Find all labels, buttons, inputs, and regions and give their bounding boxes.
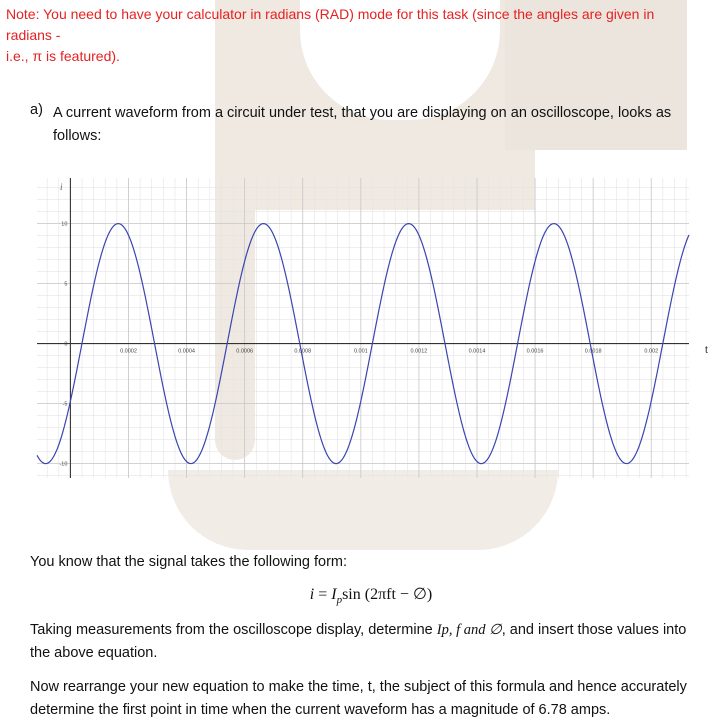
eq-equals: = xyxy=(314,586,332,603)
y-tick-label: -10 xyxy=(59,461,68,468)
x-tick-label: 0.0008 xyxy=(294,348,312,355)
eq-lhs: i xyxy=(309,586,315,603)
x-tick-label: 0.0016 xyxy=(526,348,544,355)
y-axis-label: i xyxy=(60,182,63,192)
x-tick-label: 0.0006 xyxy=(236,348,254,355)
x-tick-label: 0.0002 xyxy=(120,348,137,355)
measure-prefix: Taking measurements from the oscilloscope display, determine xyxy=(30,622,437,638)
note-line-3: i.e., π is featured). xyxy=(6,48,120,64)
x-tick-label: 0.001 xyxy=(353,348,368,355)
eq-fn: sin (2πft − ∅) xyxy=(342,586,433,603)
x-tick-label: 0.002 xyxy=(644,348,659,355)
x-tick-label: 0.0014 xyxy=(468,348,486,355)
y-tick-label: -5 xyxy=(62,401,68,408)
waveform-equation xyxy=(0,584,722,606)
measure-paragraph xyxy=(30,619,710,665)
y-tick-label: 5 xyxy=(64,281,68,288)
x-tick-label: 0.0018 xyxy=(584,348,602,355)
graph-axes xyxy=(37,178,689,478)
x-axis-label: t xyxy=(705,345,708,356)
radians-note xyxy=(6,4,706,67)
form-intro: You know that the signal takes the following form: xyxy=(30,554,348,570)
y-tick-label: 0 xyxy=(64,341,68,348)
eq-amp: I xyxy=(331,586,337,603)
rearrange-paragraph: Now rearrange your new equation to make the time, t, the subject of this formula and hence accurately determine the first point in time when the current waveform has a magnitude of 6.78 amps. xyxy=(30,679,687,718)
x-tick-label: 0.0004 xyxy=(178,348,195,355)
question-label: a) xyxy=(30,102,43,118)
measure-vars: Ip, f and ∅ xyxy=(436,622,502,638)
y-tick-label: 10 xyxy=(61,221,68,228)
question-text: A current waveform from a circuit under test, that you are displaying on an oscilloscope, looks as follows: xyxy=(53,105,672,144)
graph-grid xyxy=(37,178,689,478)
eq-amp-sub: p xyxy=(336,594,343,607)
note-line-2: radians - xyxy=(6,27,61,43)
measure-suffix: , and insert those values into the above equation. xyxy=(30,622,687,661)
note-line-1: Note: You need to have your calculator in radians (RAD) mode for this task (since the angles are given in xyxy=(6,6,655,22)
x-tick-label: 0.0012 xyxy=(410,348,428,355)
graph-tick-labels xyxy=(59,222,658,468)
